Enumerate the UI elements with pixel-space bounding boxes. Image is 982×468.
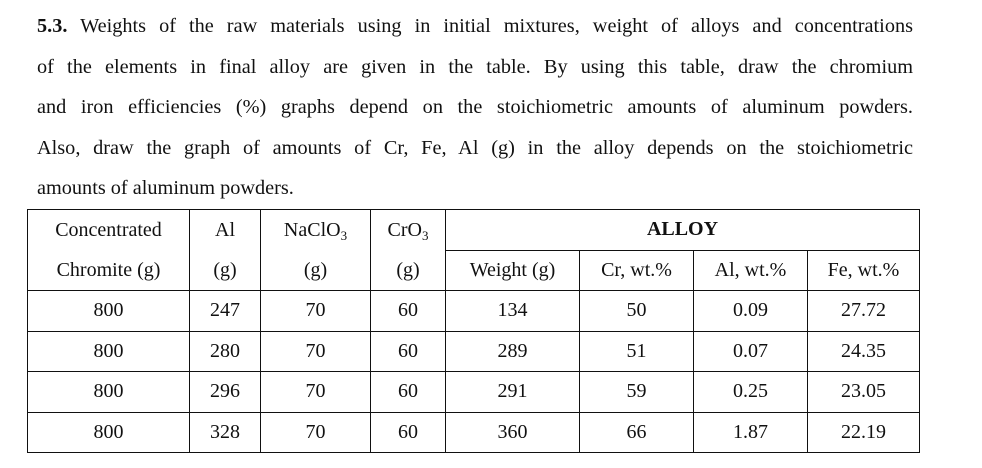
cell-chromite: 800: [28, 372, 190, 413]
header-naclo3-subscript: 3: [340, 227, 348, 243]
table-row: [28, 331, 920, 372]
header-al-wt: Al, wt.%: [694, 250, 808, 291]
cell-fe-wt: 24.35: [808, 331, 920, 372]
cell-fe-wt: 27.72: [808, 291, 920, 332]
cell-cro3: 60: [371, 331, 446, 372]
cell-naclo3: 70: [261, 291, 371, 332]
cell-cr-wt: 51: [580, 331, 694, 372]
cell-weight: 134: [446, 291, 580, 332]
table-row: [28, 412, 920, 453]
problem-line-3: and iron efficiencies (%) graphs depend on the stoichiometric amounts of aluminum powders.: [37, 96, 913, 118]
cell-weight: 291: [446, 372, 580, 413]
header-naclo3-base: NaClO: [283, 218, 341, 241]
header-concentrated: Concentrated: [28, 210, 190, 251]
problem-line-1-text: Weights of the raw materials using in initial mixtures, weight of alloys and concentrations: [80, 15, 913, 37]
header-al-unit: (g): [190, 250, 261, 291]
cell-cro3: 60: [371, 412, 446, 453]
header-fe-wt: Fe, wt.%: [808, 250, 920, 291]
cell-cro3: 60: [371, 291, 446, 332]
header-cro3-base: CrO: [387, 218, 422, 241]
table-row: [28, 291, 920, 332]
header-row-top: [28, 210, 920, 251]
problem-line-5: amounts of aluminum powders.: [37, 177, 294, 199]
header-cr-wt: Cr, wt.%: [580, 250, 694, 291]
header-cro3-subscript: 3: [421, 227, 429, 243]
header-al: Al: [190, 210, 261, 251]
table-row: [28, 372, 920, 413]
alloy-data-table: [27, 209, 920, 453]
problem-number: 5.3.: [37, 15, 68, 37]
cell-naclo3: 70: [261, 331, 371, 372]
cell-al: 296: [190, 372, 261, 413]
header-naclo3: [261, 210, 371, 251]
cell-al: 328: [190, 412, 261, 453]
cell-weight: 360: [446, 412, 580, 453]
problem-line-2: of the elements in final alloy are given in the table. By using this table, draw the chromium: [37, 55, 913, 78]
header-chromite: Chromite (g): [28, 250, 190, 291]
header-naclo3-unit: (g): [261, 250, 371, 291]
problem-line-4: Also, draw the graph of amounts of Cr, Fe, Al (g) in the alloy depends on the stoichiometric: [37, 136, 913, 159]
cell-cr-wt: 59: [580, 372, 694, 413]
cell-cro3: 60: [371, 372, 446, 413]
problem-line-1: [37, 6, 913, 47]
cell-naclo3: 70: [261, 372, 371, 413]
cell-weight: 289: [446, 331, 580, 372]
header-cro3-unit: (g): [371, 250, 446, 291]
cell-al: 247: [190, 291, 261, 332]
cell-cr-wt: 66: [580, 412, 694, 453]
cell-naclo3: 70: [261, 412, 371, 453]
header-alloy: ALLOY: [446, 210, 920, 251]
cell-fe-wt: 23.05: [808, 372, 920, 413]
cell-chromite: 800: [28, 331, 190, 372]
cell-cr-wt: 50: [580, 291, 694, 332]
problem-statement: [37, 6, 913, 209]
header-cro3: [371, 210, 446, 251]
header-row-bottom: [28, 250, 920, 291]
cell-chromite: 800: [28, 291, 190, 332]
cell-chromite: 800: [28, 412, 190, 453]
cell-al: 280: [190, 331, 261, 372]
cell-al-wt: 0.09: [694, 291, 808, 332]
cell-al-wt: 0.25: [694, 372, 808, 413]
cell-al-wt: 1.87: [694, 412, 808, 453]
cell-al-wt: 0.07: [694, 331, 808, 372]
cell-fe-wt: 22.19: [808, 412, 920, 453]
header-weight: Weight (g): [446, 250, 580, 291]
